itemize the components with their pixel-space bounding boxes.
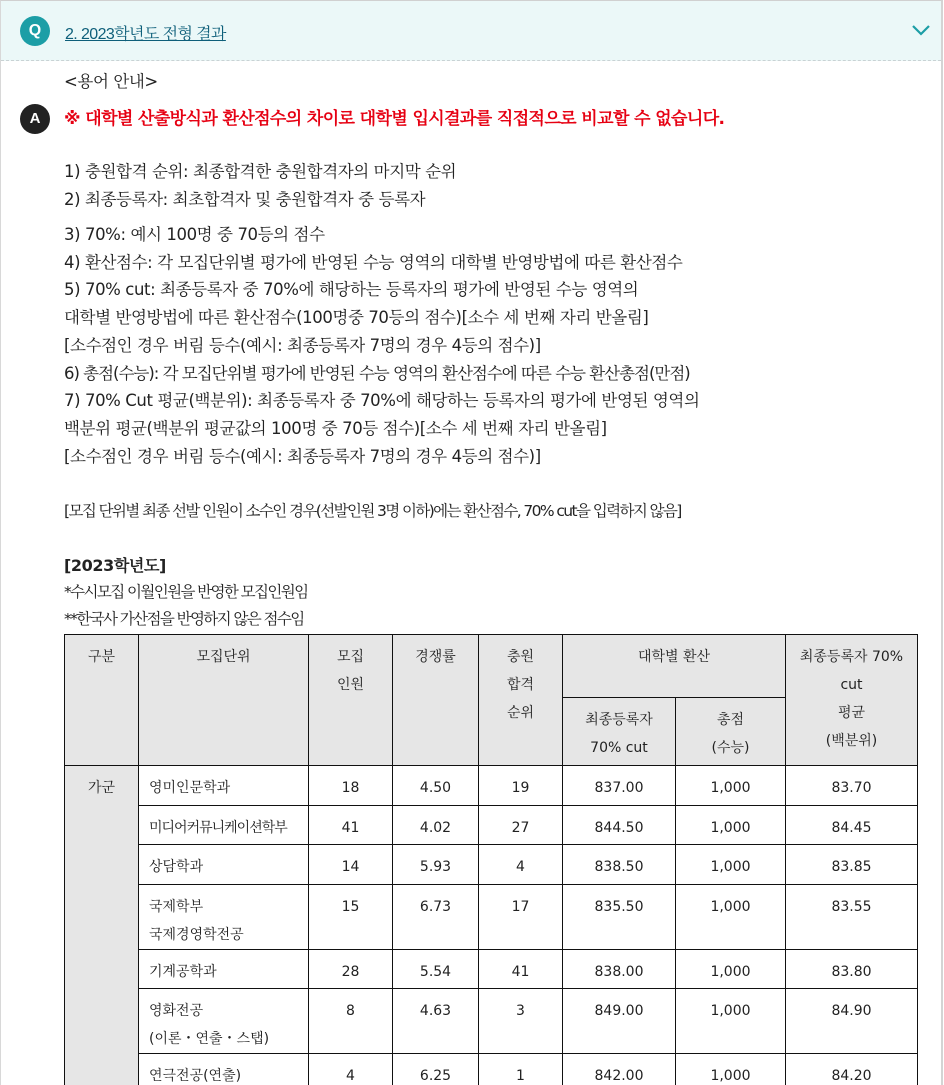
- table-row: 영화전공 (이론・연출・스탭) 8 4.63 3 849.00 1,000 84.90: [65, 989, 918, 1054]
- definition-4: 4) 환산점수: 각 모집단위별 평가에 반영된 수능 영역의 대학별 반영방법에 따른 환산점수: [64, 253, 683, 272]
- year-heading: [2023학년도]: [64, 556, 166, 575]
- definition-7: 7) 70% Cut 평균(백분위): 최종등록자 중 70%에 해당하는 등록자의 평가에 반영된 영역의: [64, 391, 700, 410]
- glossary-heading: <용어 안내>: [64, 72, 158, 91]
- definition-5-note: [소수점인 경우 버림 등수(예시: 최종등록자 7명의 경우 4등의 점수)]: [64, 336, 541, 355]
- table-row: 상담학과 14 5.93 4 838.50 1,000 83.85: [65, 845, 918, 885]
- question-badge: Q: [20, 16, 50, 46]
- footnote-2: **한국사 가산점을 반영하지 않은 점수임: [64, 610, 304, 628]
- question-header[interactable]: [1, 1, 941, 61]
- table-row: 가군 영미인문학과 18 4.50 19 837.00 1,000 83.70: [65, 766, 918, 806]
- definition-2: 2) 최종등록자: 최초합격자 및 충원합격자 중 등록자: [64, 190, 426, 209]
- header-percentile: 최종등록자 70% cut 평균 (백분위): [786, 635, 918, 766]
- table-row: 국제학부 국제경영학전공 15 6.73 17 835.50 1,000 83.55: [65, 885, 918, 950]
- answer-badge: A: [20, 104, 50, 134]
- definition-3: 3) 70%: 예시 100명 중 70등의 점수: [64, 225, 325, 244]
- selection-note: [모집 단위별 최종 선발 인원이 소수인 경우(선발인원 3명 이하)에는 환산점수, 70% cut을 입력하지 않음]: [64, 502, 681, 520]
- table-row: 연극전공(연출) 4 6.25 1 842.00 1,000 84.20: [65, 1054, 918, 1085]
- definition-1: 1) 충원합격 순위: 최종합격한 충원합격자의 마지막 순위: [64, 162, 457, 181]
- definition-5-cont: 대학별 반영방법에 따른 환산점수(100명중 70등의 점수)[소수 세 번째 자리 반올림]: [64, 308, 649, 327]
- header-waitlist-rank: 충원 합격 순위: [479, 635, 563, 766]
- question-title-link[interactable]: 2. 2023학년도 전형 결과: [65, 26, 226, 43]
- footnote-1: *수시모집 이월인원을 반영한 모집인원임: [64, 583, 308, 601]
- header-cut70: 최종등록자 70% cut: [563, 698, 676, 766]
- definition-6: 6) 총점(수능): 각 모집단위별 평가에 반영된 수능 영역의 환산점수에 따른 수능 환산총점(만점): [64, 364, 690, 383]
- header-unit: 모집단위: [139, 635, 309, 766]
- admission-results-table: [64, 634, 918, 1085]
- definition-7-note: [소수점인 경우 버림 등수(예시: 최종등록자 7명의 경우 4등의 점수)]: [64, 447, 541, 466]
- chevron-down-icon[interactable]: [911, 23, 931, 37]
- header-quota: 모집 인원: [309, 635, 393, 766]
- header-conversion: 대학별 환산: [563, 635, 786, 698]
- definition-7-cont: 백분위 평균(백분위 평균값의 100명 중 70등 점수)[소수 세 번째 자리 반올림]: [64, 419, 607, 438]
- group-cell: 가군: [65, 766, 139, 1085]
- definition-5: 5) 70% cut: 최종등록자 중 70%에 해당하는 등록자의 평가에 반영된 수능 영역의: [64, 280, 639, 299]
- warning-notice: ※ 대학별 산출방식과 환산점수의 차이로 대학별 입시결과를 직접적으로 비교할 수 없습니다.: [64, 109, 725, 129]
- table-row: 미디어커뮤니케이션학부 41 4.02 27 844.50 1,000 84.45: [65, 806, 918, 845]
- header-competition: 경쟁률: [393, 635, 479, 766]
- header-total: 총점 (수능): [676, 698, 786, 766]
- header-group: 구분: [65, 635, 139, 766]
- table-row: 기계공학과 28 5.54 41 838.00 1,000 83.80: [65, 950, 918, 989]
